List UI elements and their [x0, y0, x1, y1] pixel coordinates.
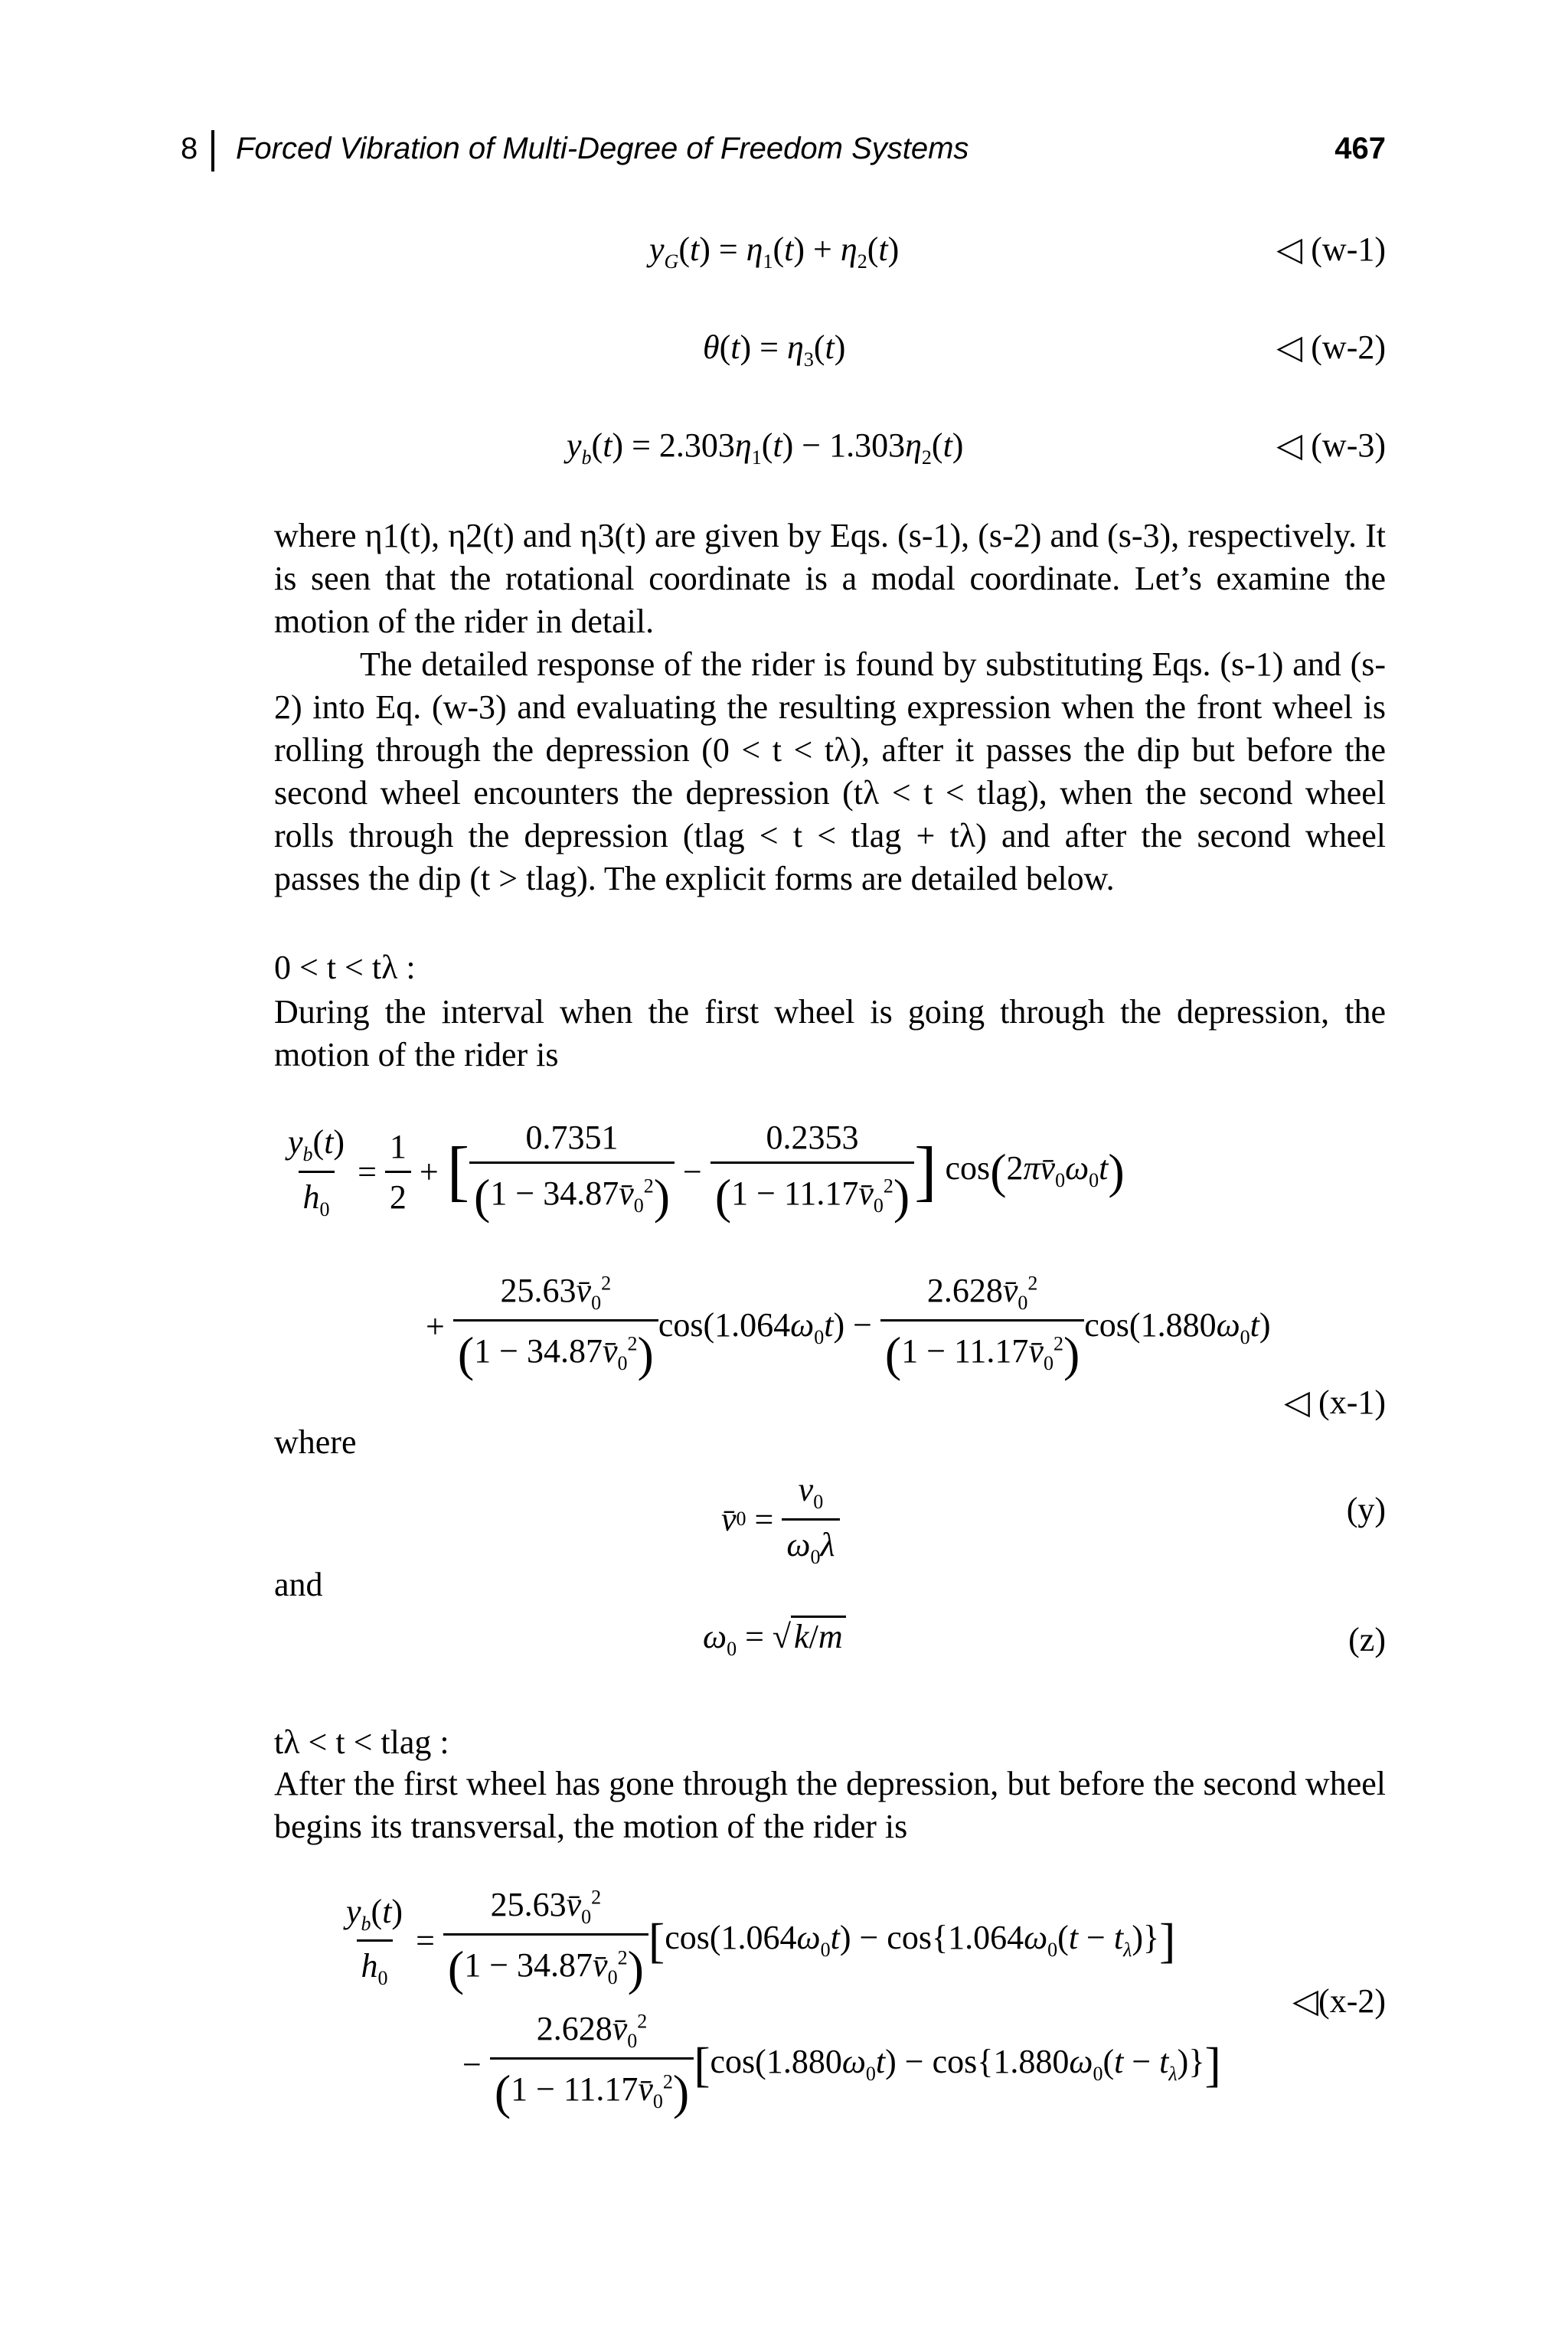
paragraph-1: where η1(t), η2(t) and η3(t) are given by Eqs. (s-1), (s-2) and (s-3), respectively. It is seen that the rotational coordinate is a modal coordinate. Let’s examine the motion of the rider in detail.	[274, 517, 1386, 640]
x1-coef-a: 0.7351	[525, 1119, 619, 1156]
case2-text: After the first wheel has gone through the depression, but before the second wheel begins its transversal, the motion of the rider is	[274, 1765, 1386, 1845]
running-header	[181, 132, 1386, 175]
equation-z-tag: (z)	[1348, 1621, 1386, 1658]
equation-w3: $y_b(t) = 2.303\eta_1(t) - 1.303\eta_2(t)$	[567, 426, 964, 469]
paragraph-2: The detailed response of the rider is found by substituting Eqs. (s-1) and (s-2) into Eq. (w-3) and evaluating the resulting expression when the front wheel is rolling through the depression (0 < t < tλ), after it passes the dip but before the second wheel encounters the depression (tλ < t < tlag), when the second wheel rolls through the depression (tlag < t < tlag + tλ) and after the second wheel passes the dip (t > tlag). The explicit forms are detailed below.	[274, 645, 1386, 897]
equation-x2-tag: ◁(x-2)	[1292, 1982, 1386, 2020]
case1-text: During the interval when the first wheel is going through the depression, the motion of the rider is	[274, 993, 1386, 1073]
equation-x1-line1: $\frac{y_b(t)}{h_0}$ = $\frac{1}{2}$ + [ $\frac{0.7351}{(1 - 34.87v̄_0^2)}$ − $\frac{0.2353}{(1 - 11.17v̄_0^2)}$ ] $\cos(2\pi v̄_0\omega_0t)$	[288, 1119, 1125, 1224]
equation-y: v̄ 0 = $\frac{v_0}{\omega_0\lambda}$	[721, 1470, 840, 1569]
header-divider	[211, 130, 214, 172]
equation-w2-tag: ◁ (w-2)	[1276, 328, 1386, 366]
equation-x1-tag: ◁ (x-1)	[1284, 1384, 1386, 1421]
equation-z: $\omega_0 = √k/m$	[703, 1617, 846, 1661]
chapter-title: Forced Vibration of Multi-Degree of Freedom Systems	[236, 132, 969, 165]
equation-w1: $y_G(t) = \eta_1(t) + \eta_2(t)$	[649, 230, 900, 273]
equation-w1-tag: ◁ (w-1)	[1276, 230, 1386, 268]
x1-coef-b: 0.2353	[766, 1119, 859, 1156]
body-text	[274, 515, 1386, 900]
case1-label: 0 < t < tλ :	[274, 949, 416, 986]
equation-y-tag: (y)	[1346, 1491, 1386, 1528]
equation-x2-line2: − $\frac{2.628v̄_0^2}{(1 - 11.17v̄_0^2)}$ $[\cos(1.880\omega_0t) - \cos\{1.880\omega_0(t - t_\lambda)\}]$	[462, 2010, 1221, 2119]
and-label: and	[274, 1566, 323, 1603]
chapter-number: 8	[181, 132, 198, 165]
page-number: 467	[1334, 132, 1386, 165]
equation-w3-tag: ◁ (w-3)	[1276, 426, 1386, 464]
equation-w2: $\theta(t) = \eta_3(t)$	[703, 328, 846, 371]
equation-x1-line2: + $\frac{25.63v̄_0^2}{(1 - 34.87v̄_0^2)}$ $\cos(1.064\omega_0t)$ − $\frac{2.628v̄_0^2}{(1 - 11.17v̄_0^2)}$ $\cos(1.880\omega_0t)$	[426, 1272, 1271, 1381]
equation-x2-line1: $\frac{y_b(t)}{h_0}$ = $\frac{25.63v̄_0^2}{(1 - 34.87v̄_0^2)}$ $[\cos(1.064\omega_0t) - \cos\{1.064\omega_0(t - t_\lambda)\}]$	[346, 1886, 1176, 1995]
where-label: where	[274, 1423, 357, 1461]
case2-label: tλ < t < tlag :	[274, 1723, 449, 1761]
